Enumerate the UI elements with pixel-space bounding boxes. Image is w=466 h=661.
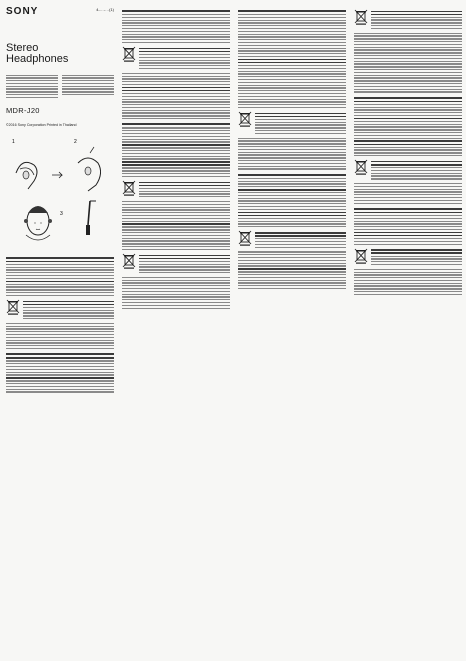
weee-notice-6 (238, 230, 346, 249)
c3-paragraph-3 (238, 178, 346, 228)
weee-notice-8 (354, 159, 462, 181)
c4-paragraph-3 (354, 183, 462, 204)
section-header-4 (122, 123, 230, 125)
model-number: MDR-J20 (6, 105, 40, 115)
crossed-out-wheelie-bin-icon (238, 230, 252, 246)
c3-paragraph-4 (238, 251, 346, 289)
crossed-out-wheelie-bin-icon (354, 248, 368, 264)
c3-paragraph-2 (238, 138, 346, 170)
c2-paragraph-5 (122, 277, 230, 309)
c1-paragraph-2 (6, 323, 114, 349)
brand-logo: SONY (6, 6, 39, 17)
c1-paragraph-1 (6, 261, 114, 296)
crossed-out-wheelie-bin-icon (354, 159, 368, 175)
c3-paragraph-1 (238, 14, 346, 108)
headphone-wearing-diagram (6, 133, 114, 253)
crossed-out-wheelie-bin-icon (6, 299, 20, 315)
c4-paragraph-1 (354, 33, 462, 93)
section-header-7 (354, 97, 462, 99)
weee-notice-7 (354, 9, 462, 31)
column-4 (354, 6, 462, 297)
weee-notice-2 (122, 46, 230, 70)
weee-notice (6, 299, 114, 321)
svg-text:1: 1 (12, 138, 15, 145)
c4-paragraph-2 (354, 101, 462, 157)
c4-paragraph-4 (354, 212, 462, 245)
crossed-out-wheelie-bin-icon (354, 9, 368, 25)
c1-paragraph-3 (6, 357, 114, 392)
c2-paragraph-2 (122, 73, 230, 120)
product-title: Stereo Headphones (6, 42, 69, 65)
part-number: 4-…-…(1) (96, 7, 114, 12)
c2-paragraph-1 (122, 14, 230, 43)
weee-notice-5 (238, 111, 346, 135)
weee-notice-9 (354, 248, 462, 267)
section-header-5 (238, 10, 346, 12)
copyright-line: ©2016 Sony Corporation Printed in Thailand (6, 122, 77, 127)
section-header-8 (354, 208, 462, 210)
crossed-out-wheelie-bin-icon (122, 46, 136, 62)
crossed-out-wheelie-bin-icon (122, 253, 136, 269)
svg-text:2: 2 (74, 138, 77, 145)
section-header-2 (6, 353, 114, 355)
section-header-6 (238, 174, 346, 176)
weee-notice-4 (122, 253, 230, 275)
svg-text:3: 3 (60, 210, 63, 217)
crossed-out-wheelie-bin-icon (238, 111, 252, 127)
column-3 (238, 6, 346, 291)
column-1 (6, 6, 114, 394)
language-list (6, 73, 114, 100)
section-header-english (6, 257, 114, 259)
crossed-out-wheelie-bin-icon (122, 180, 136, 196)
weee-notice-3 (122, 180, 230, 199)
column-2 (122, 6, 230, 310)
c2-paragraph-3 (122, 127, 230, 177)
c2-paragraph-4 (122, 201, 230, 250)
headphone-illustration-svg (6, 133, 114, 253)
c4-paragraph-5 (354, 269, 462, 295)
section-header-3 (122, 10, 230, 12)
